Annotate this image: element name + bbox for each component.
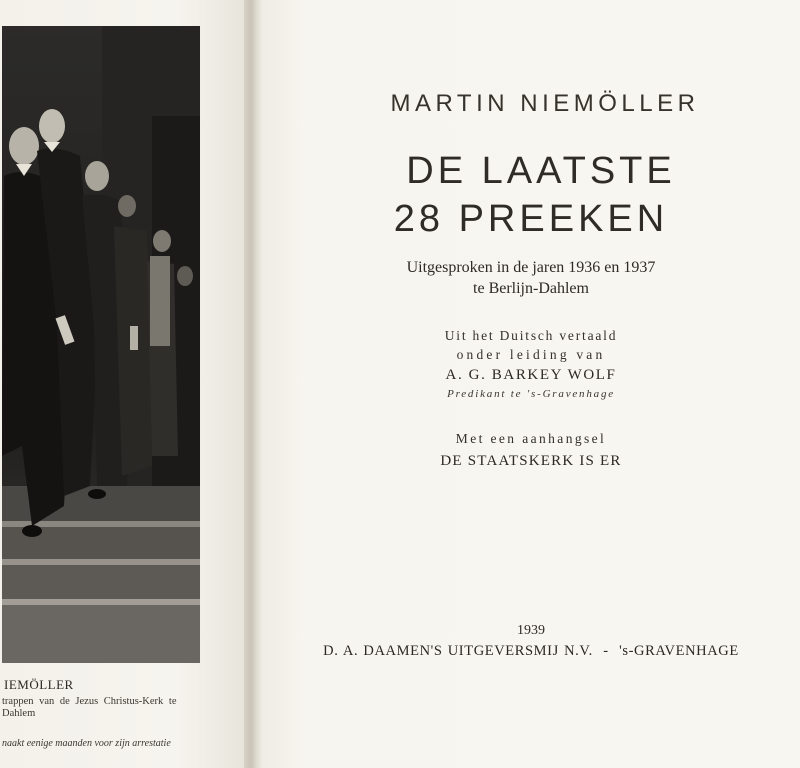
publication-year: 1939 <box>517 623 545 638</box>
book-gutter <box>244 0 262 768</box>
translator-role: Predikant te 's-Gravenhage <box>447 388 615 400</box>
author-name: MARTIN NIEMÖLLER <box>390 90 700 117</box>
subtitle-line: Uitgesproken in de jaren 1936 en 1937 <box>406 259 656 276</box>
translator-name: A. G. BARKEY WOLF <box>445 367 617 383</box>
book-title-line: 28 PREEKEN <box>393 198 669 240</box>
publisher-imprint: D. A. DAAMEN'S UITGEVERSMIJ N.V. - 's-GRAVENHAGE <box>323 643 739 659</box>
photo-caption-line: naakt eenige maanden voor zijn arrestatie <box>2 738 171 749</box>
frontispiece-photo <box>2 26 200 663</box>
subtitle-line: te Berlijn-Dahlem <box>473 280 589 297</box>
photo-caption-line: Dahlem <box>2 708 36 719</box>
translation-note: Uit het Duitsch vertaald <box>444 328 618 343</box>
appendix-title: DE STAATSKERK IS ER <box>440 453 622 469</box>
photo-illustration <box>2 26 200 663</box>
book-title-line: DE LAATSTE <box>406 150 676 192</box>
photo-caption-name: IEMÖLLER <box>4 677 74 692</box>
translation-note: onder leiding van <box>456 347 606 362</box>
photo-caption-line: trappen van de Jezus Christus-Kerk te <box>2 696 177 707</box>
appendix-intro: Met een aanhangsel <box>455 431 607 446</box>
facing-page <box>0 0 250 768</box>
